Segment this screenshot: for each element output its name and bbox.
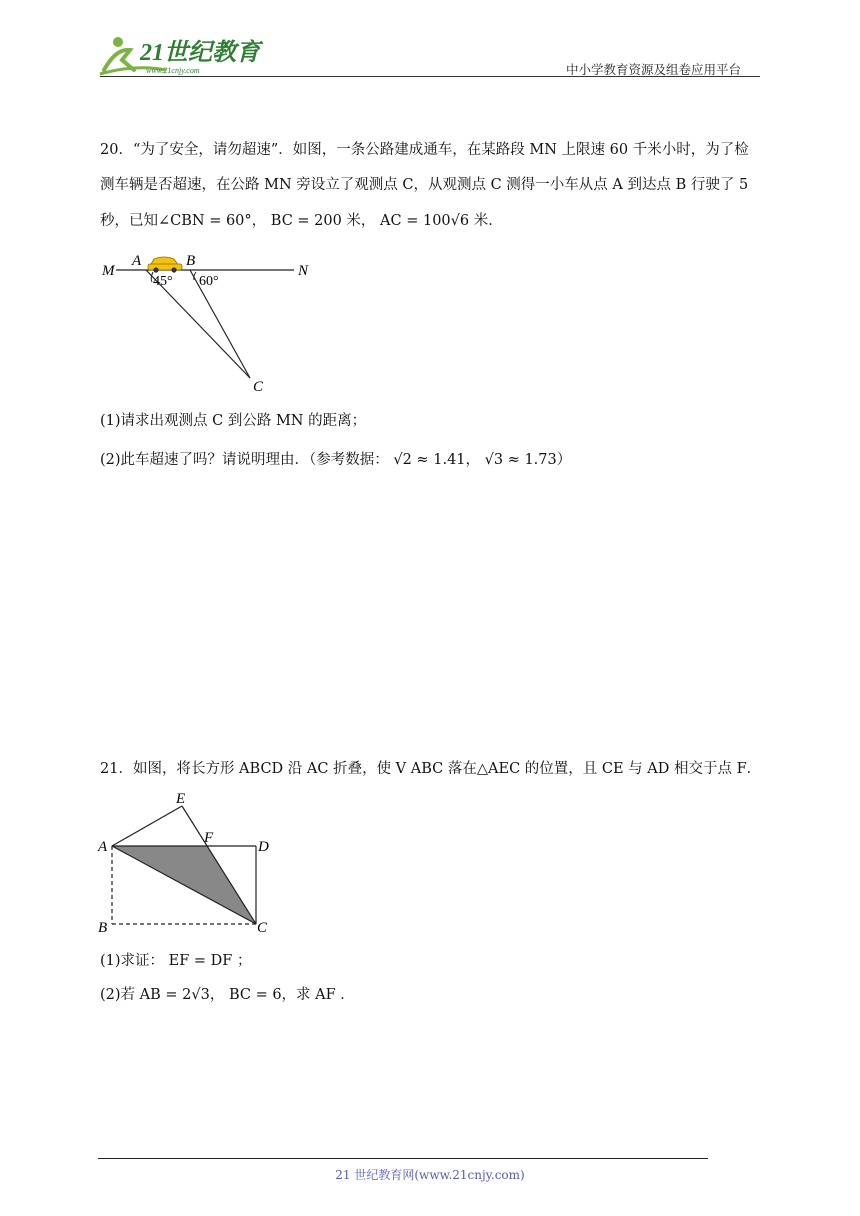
q20-line2: 测车辆是否超速，在公路 MN 旁设立了观测点 C，从观测点 C 测得一小车从点 A 到达点 B 行驶了 5 (100, 177, 749, 193)
site-logo (96, 30, 266, 78)
footer-divider (98, 1158, 708, 1159)
label-n: N (298, 263, 309, 279)
header-divider (100, 76, 760, 77)
label-b: B (98, 920, 108, 936)
q21-line1: 21．如图，将长方形 ABCD 沿 AC 折叠，使 V ABC 落在△AEC 的位置，且 CE 与 AD 相交于点 F． (100, 761, 762, 777)
label-c: C (257, 920, 268, 936)
footer-text: 21 世纪教育网(www.21cnjy.com) (335, 1168, 525, 1182)
platform-name: 中小学教育资源及组卷应用平台 (566, 62, 742, 77)
segment-ae (112, 806, 182, 846)
q20-figure (98, 248, 328, 398)
q20-part2: (2)此车超速了吗？请说明理由．（参考数据： √2 ≈ 1.41， √3 ≈ 1.73） (100, 452, 572, 468)
q21-part2: (2)若 AB = 2√3， BC = 6，求 AF ． (100, 987, 355, 1003)
label-b: B (186, 253, 196, 269)
angle-label-a: 45° (153, 274, 173, 289)
logo-url: www.21cnjy.com (146, 66, 200, 75)
label-a: A (98, 839, 108, 855)
label-e: E (176, 791, 186, 807)
label-d: D (258, 839, 269, 855)
label-f: F (204, 830, 214, 846)
q20-line3: 秒，已知∠CBN = 60°， BC = 200 米， AC = 100√6 米． (100, 213, 503, 229)
q20-part1: (1)请求出观测点 C 到公路 MN 的距离； (100, 413, 367, 429)
label-a: A (132, 253, 142, 269)
label-c: C (253, 379, 264, 395)
car-icon (148, 257, 182, 273)
q21-figure (94, 786, 284, 936)
label-m: M (102, 263, 115, 279)
angle-label-b: 60° (199, 274, 219, 289)
q20-line1: 20．“为了安全，请勿超速”．如图，一条公路建成通车，在某路段 MN 上限速 60 千米小时，为了检 (100, 142, 749, 158)
logo-text: 21世纪教育 (140, 40, 260, 66)
q21-part1: (1)求证： EF = DF ； (100, 953, 252, 969)
